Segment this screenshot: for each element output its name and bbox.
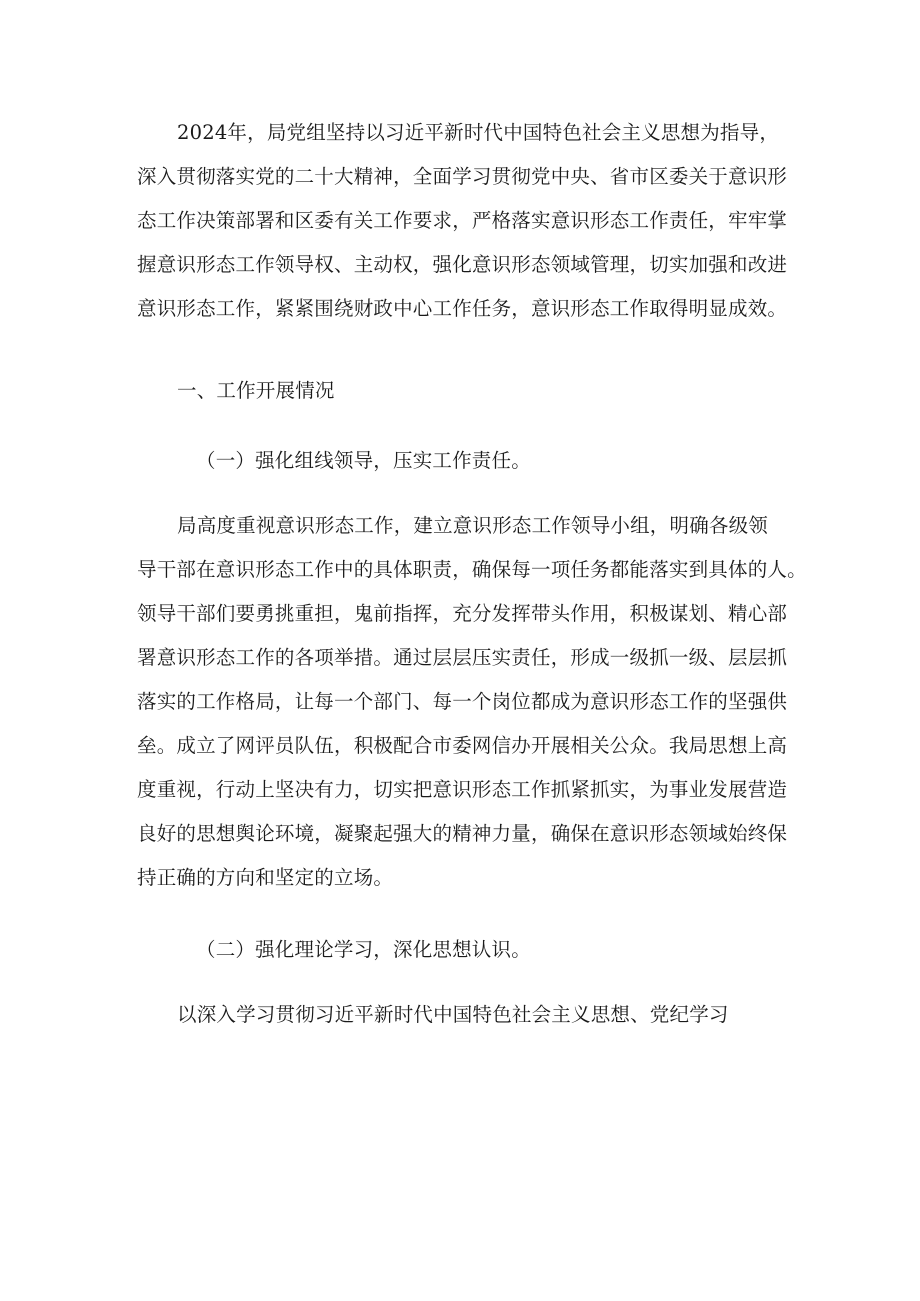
sub1-line-1: 局高度重视意识形态工作，建立意识形态工作领导小组，明确各级领 <box>177 514 769 537</box>
sub1-line-8: 良好的思想舆论环境，凝聚起强大的精神力量，确保在意识形态领域始终保 <box>137 822 788 845</box>
sub2-line-1: 以深入学习贯彻习近平新时代中国特色社会主义思想、党纪学习 <box>177 1003 729 1026</box>
intro-line-1: 2024年，局党组坚持以习近平新时代中国特色社会主义思想为指导， <box>177 121 780 144</box>
sub1-line-4: 署意识形态工作的各项举措。通过层层压实责任，形成一级抓一级、层层抓 <box>137 646 788 669</box>
sub1-line-2: 导干部在意识形态工作中的具体职责，确保每一项任务都能落实到具体的人。 <box>137 558 807 581</box>
sub1-line-5: 落实的工作格局，让每一个部门、每一个岗位都成为意识形态工作的坚强供 <box>137 690 788 713</box>
intro-line-3: 态工作决策部署和区委有关工作要求，严格落实意识形态工作责任，牢牢掌 <box>137 209 788 232</box>
intro-line-2: 深入贯彻落实党的二十大精神，全面学习贯彻党中央、省市区委关于意识形 <box>137 165 788 188</box>
sub1-heading: （一）强化组线领导，压实工作责任。 <box>196 449 531 472</box>
section1-heading: 一、工作开展情况 <box>177 379 335 402</box>
sub2-heading: （二）强化理论学习，深化思想认识。 <box>196 938 531 961</box>
intro-line-4: 握意识形态工作领导权、主动权，强化意识形态领域管理，切实加强和改进 <box>137 253 788 276</box>
intro-line-5: 意识形态工作，紧紧围绕财政中心工作任务，意识形态工作取得明显成效。 <box>137 297 788 320</box>
sub1-line-9: 持正确的方向和坚定的立场。 <box>137 866 394 889</box>
sub1-line-6: 垒。成立了网评员队伍，积极配合市委网信办开展相关公众。我局思想上高 <box>137 734 788 757</box>
sub1-line-7: 度重视，行动上坚决有力，切实把意识形态工作抓紧抓实，为事业发展营造 <box>137 778 788 801</box>
sub1-line-3: 领导干部们要勇挑重担，鬼前指挥，充分发挥带头作用，积极谋划、精心部 <box>137 602 788 625</box>
